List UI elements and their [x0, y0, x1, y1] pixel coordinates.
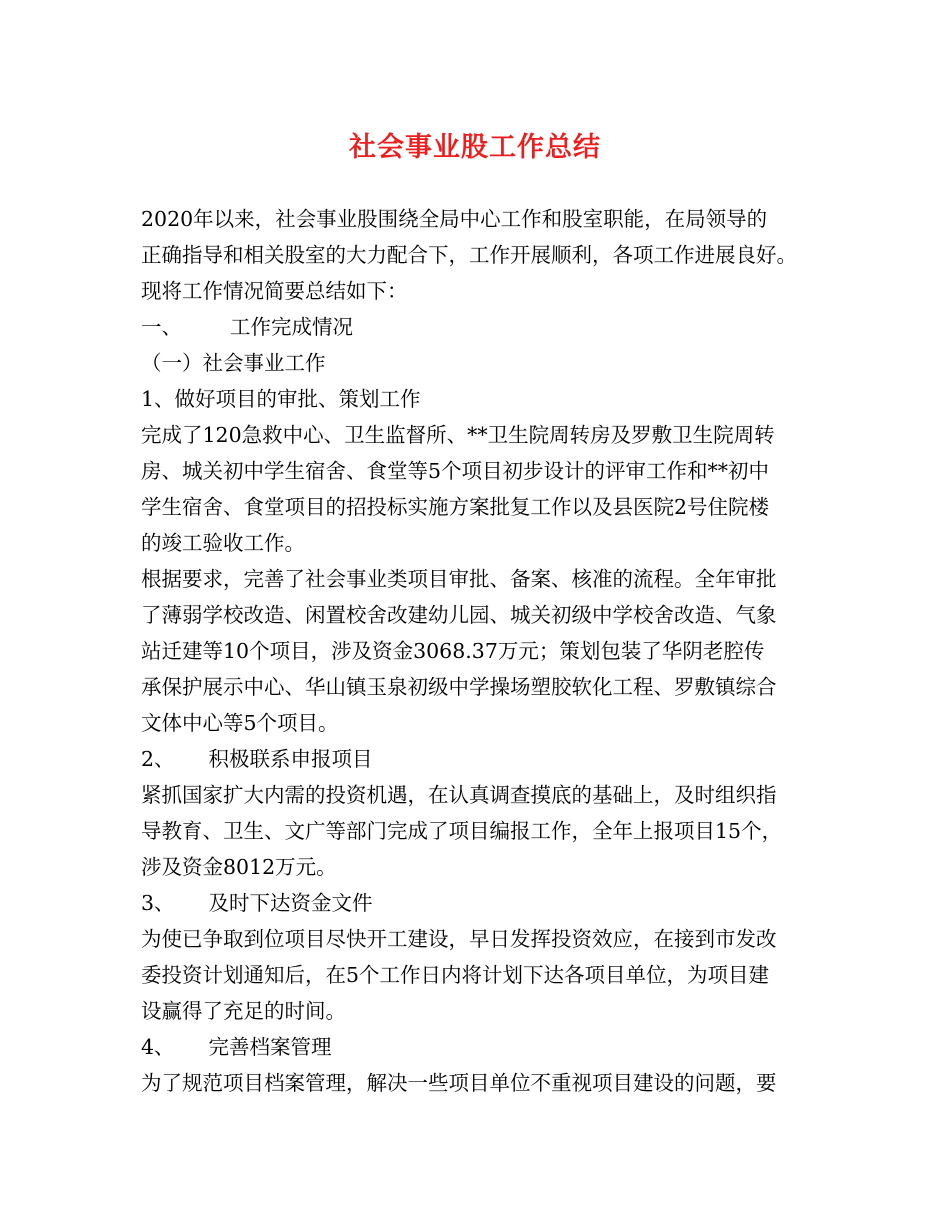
- page-title: 社会事业股工作总结: [349, 132, 601, 163]
- section-number: 4、: [141, 1035, 175, 1059]
- section-heading: [141, 309, 829, 345]
- text-line: 现将工作情况简要总结如下：: [141, 279, 408, 303]
- section-heading-text: 及时下达资金文件: [208, 891, 373, 915]
- text-line: 文体中心等5个项目。: [141, 711, 339, 735]
- text-line: 涉及资金8012万元。: [141, 855, 337, 879]
- text-line: 为了规范项目档案管理，解决一些项目单位不重视项目建设的问题，要: [141, 1071, 777, 1095]
- section-heading: [141, 1029, 829, 1065]
- section-heading-text: 积极联系申报项目: [208, 747, 373, 771]
- section-number: 2、: [141, 747, 175, 771]
- text-line: 设赢得了充足的时间。: [141, 999, 346, 1023]
- text-line: 正确指导和相关股室的大力配合下，工作开展顺利，各项工作进展良好。: [141, 243, 797, 267]
- text-line: 房、城关初中学生宿舍、食堂等5个项目初步设计的评审工作和**初中: [141, 459, 770, 483]
- text-line: 紧抓国家扩大内需的投资机遇，在认真调查摸底的基础上，及时组织指: [141, 783, 777, 807]
- section-heading-text: 工作完成情况: [230, 315, 353, 339]
- text-line: 学生宿舍、食堂项目的招投标实施方案批复工作以及县医院2号住院楼: [141, 495, 770, 519]
- section-number: 3、: [141, 891, 175, 915]
- text-line: 承保护展示中心、华山镇玉泉初级中学操场塑胶软化工程、罗敷镇综合: [141, 675, 777, 699]
- text-line: 导教育、卫生、文广等部门完成了项目编报工作，全年上报项目15个，: [141, 819, 783, 843]
- text-line: 2020年以来，社会事业股围绕全局中心工作和股室职能，在局领导的: [141, 207, 768, 231]
- text-line: 完成了120急救中心、卫生监督所、**卫生院周转房及罗敷卫生院周转: [141, 423, 775, 447]
- text-line: 为使已争取到位项目尽快开工建设，早日发挥投资效应，在接到市发改: [141, 927, 777, 951]
- text-line: 1、做好项目的审批、策划工作: [141, 387, 421, 411]
- text-line: 的竣工验收工作。: [141, 531, 305, 555]
- text-line: 根据要求，完善了社会事业类项目审批、备案、核准的流程。全年审批: [141, 567, 777, 591]
- section-heading: [141, 741, 829, 777]
- text-line: 站迁建等10个项目，涉及资金3068.37万元；策划包装了华阴老腔传: [141, 639, 765, 663]
- text-line: 委投资计划通知后，在5个工作日内将计划下达各项目单位，为项目建: [141, 963, 770, 987]
- document-body: [141, 201, 829, 1101]
- section-heading: [141, 885, 829, 921]
- text-line: 了薄弱学校改造、闲置校舍改建幼儿园、城关初级中学校舍改造、气象: [141, 603, 777, 627]
- section-heading-text: 完善档案管理: [208, 1035, 332, 1059]
- text-line: （一）社会事业工作: [141, 351, 326, 375]
- section-number: 一、: [141, 315, 182, 339]
